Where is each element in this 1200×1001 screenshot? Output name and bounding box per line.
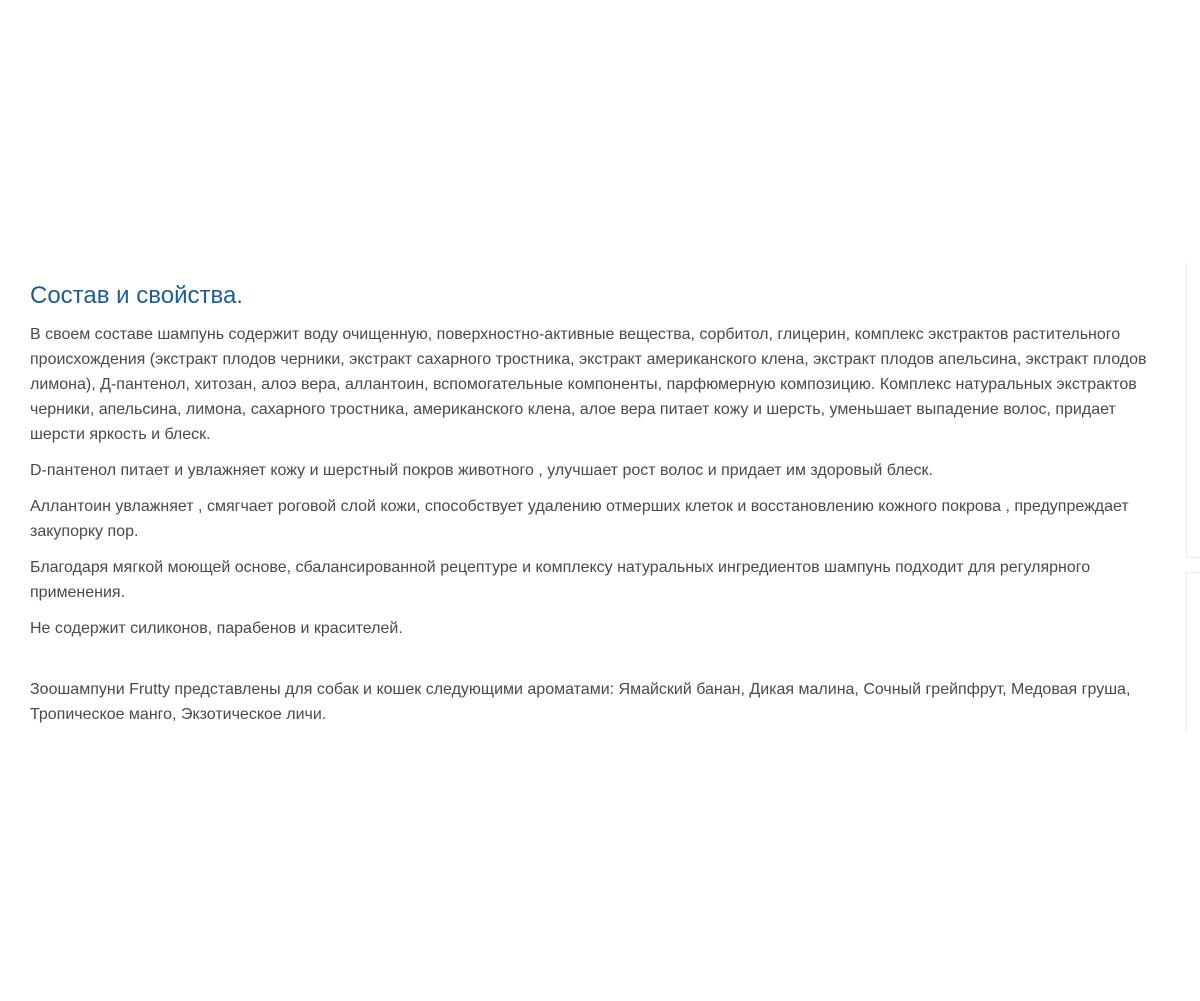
section-heading: Состав и свойства. [30, 282, 243, 309]
composition-paragraph: В своем составе шампунь содержит воду очищенную, поверхностно-активные вещества, сорбитол, глицерин, комплекс экстрактов растительного происхождения (экстракт плодов черники, экстракт сахарного тростника, экстракт американского клена, экстракт плодов апельсина, экстракт плодов лимона), Д-пантенол, хитозан, алоэ вера, аллантоин, вспомогательные компоненты, парфюмерную композицию. Комплекс натуральных экстрактов черники, апельсина, лимона, сахарного тростника, американского клена, алое вера питает кожу и шерсть, уменьшает выпадение волос, придает шерсти яркость и блеск. [30, 326, 1147, 443]
sidebar-divider-top [1186, 262, 1187, 558]
panthenol-paragraph: D-пантенол питает и увлажняет кожу и шерстный покров животного , улучшает рост волос и придает им здоровый блеск. [30, 462, 933, 479]
regular-use-paragraph: Благодаря мягкой моющей основе, сбалансированной рецептуре и комплексу натуральных ингредиентов шампунь подходит для регулярного применения. [30, 559, 1091, 601]
product-description [30, 278, 1165, 738]
free-from-paragraph: Не содержит силиконов, парабенов и красителей. [30, 620, 403, 637]
sidebar-divider-bottom-edge [1186, 572, 1200, 573]
sidebar-divider-bottom [1186, 572, 1187, 732]
sidebar-divider-top-edge [1186, 557, 1200, 558]
fragrances-paragraph: Зоошампуни Frutty представлены для собак и кошек следующими ароматами: Ямайский банан, Дикая малина, Сочный грейпфрут, Медовая груша, Тропическое манго, Экзотическое личи. [30, 681, 1131, 723]
allantoin-paragraph: Аллантоин увлажняет , смягчает роговой слой кожи, способствует удалению отмерших клеток и восстановлению кожного покрова , предупреждает закупорку пор. [30, 498, 1129, 540]
